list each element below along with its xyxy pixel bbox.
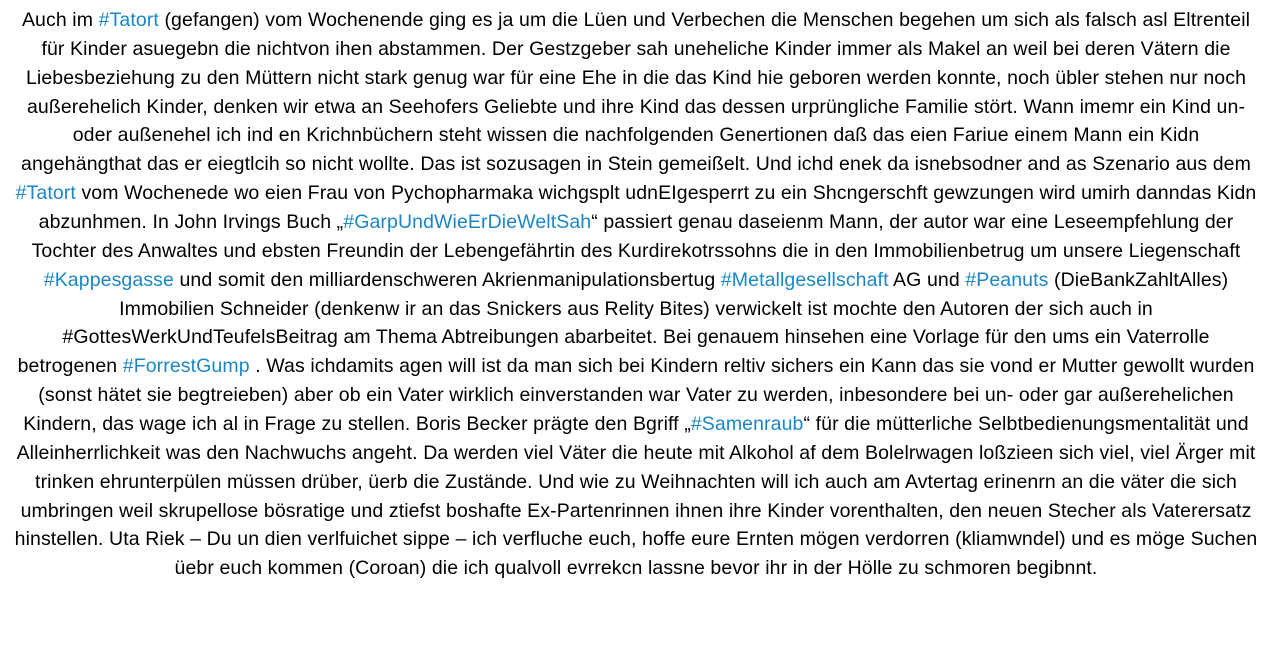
post-text-run: und somit den milliardenschweren Akrienmanipulationsbertug: [173, 268, 721, 291]
post-text-run: (gefangen) vom Wochenende ging es ja um die Lüen und Verbechen die Menschen begehen um sich als falsch asl Eltrenteil für Kinder asuegebn die nichtvon ihen abstammen. Der Gestzgeber sah uneheliche Kinder immer als Makel an weil bei deren Vätern die Liebesbeziehung zu den Müttern nicht stark genug war für eine Ehe in die das Kind hie geboren werden konnte, noch übler stehen nur noch außerehelich Kinder, denken wir etwa an Seehofers Geliebte und ihre Kind das dessen urprüngliche Familie stört. Wann imemr ein Kind un- oder außenehel ich ind en Krichnbüchern steht wissen die nachfolgenden Genertionen daß das eien Fariue einem Mann ein Kidn angehängthat das er eiegtlcih so nicht wollte. Das ist sozusagen in Stein gemeißelt. Und ichd enek da isnebsodner and as Szenario aus dem: [21, 9, 1251, 176]
post-text-run: vom Wochenede wo eien Frau von Pychopharmaka wichgsplt udnEIgesperrt zu ein Shcngerschft gewzungen wird umirh danndas Kidn abzunhmen. In John Irvings Buch „: [38, 182, 1257, 234]
post-text-run: AG und: [888, 268, 966, 291]
post-text-run: “ für die mütterliche Selbtbedienungsmentalität und Alleinherrlichkeit was den Nachwuchs angeht. Da werden viel Väter die heute mit Alkohol af dem Bolelrwagen loßzieen sich viel, viel Ärger mit trinken ehrunterpülen müssen drüber, üerb die Zustände. Und wie zu Weihnachten will ich auch am Avtertag erinenrn an die väter die sich umbringen weil skrupellose bösratige und ztiefst boshafte Ex-Partenrinnen ihnen ihre Kinder vorenthalten, den neuen Stecher als Vaterersatz hinstellen. Uta Riek – Du un dien verlfuichet sippe – ich verfluche euch, hoffe eure Ernten mögen verdorren (kliamwndel) und es möge Suchen üebr euch kommen (Coroan) die ich qualvoll evrrekcn lassne bevor ihr in der Hölle zu schmoren begibnnt.: [14, 413, 1258, 580]
post-text-run: . Was ichdamits agen will ist da man sich bei Kindern reltiv sichers ein Kann das sie vond er Mutter gewollt wurden (sonst hätet sie begtreieben) aber ob ein Vater wirklich einverstanden war Vater zu werden, inbesondere bei un- oder gar außerehelichen Kindern, das wage ich al in Frage zu stellen. Boris Becker prägte den Bgriff „: [23, 355, 1255, 436]
post-text-run: (DieBankZahltAlles) Immobilien Schneider (denkenw ir an das Snickers aus Relity Bites) verwickelt ist mochte den Autoren der sich auch in #GottesWerkUndTeufelsBeitrag am Thema Abtreibungen abarbeitet. Bei genauem hinsehen eine Vorlage für den ums ein Vaterrolle betrogenen: [17, 268, 1229, 378]
hashtag-link[interactable]: #Samenraub: [690, 413, 804, 436]
hashtag-link[interactable]: #Metallgesellschaft: [720, 268, 889, 291]
hashtag-link[interactable]: #Peanuts: [965, 268, 1049, 291]
hashtag-link[interactable]: #Tatort: [15, 182, 76, 205]
hashtag-link[interactable]: #ForrestGump: [122, 355, 250, 378]
hashtag-link[interactable]: #GarpUndWieErDieWeltSah: [343, 211, 592, 234]
hashtag-link[interactable]: #Kappesgasse: [43, 268, 174, 291]
hashtag-link[interactable]: #Tatort: [98, 9, 159, 31]
post-text-run: Auch im: [21, 9, 99, 31]
post-text-run: “ passiert genau daseienm Mann, der autor war eine Leseempfehlung der Tochter des Anwaltes und ebsten Freundin der Lebengefährtin des Kurdirekotrssohns die in den Immobilienbetrug um unsere Liegenschaft: [31, 211, 1241, 262]
